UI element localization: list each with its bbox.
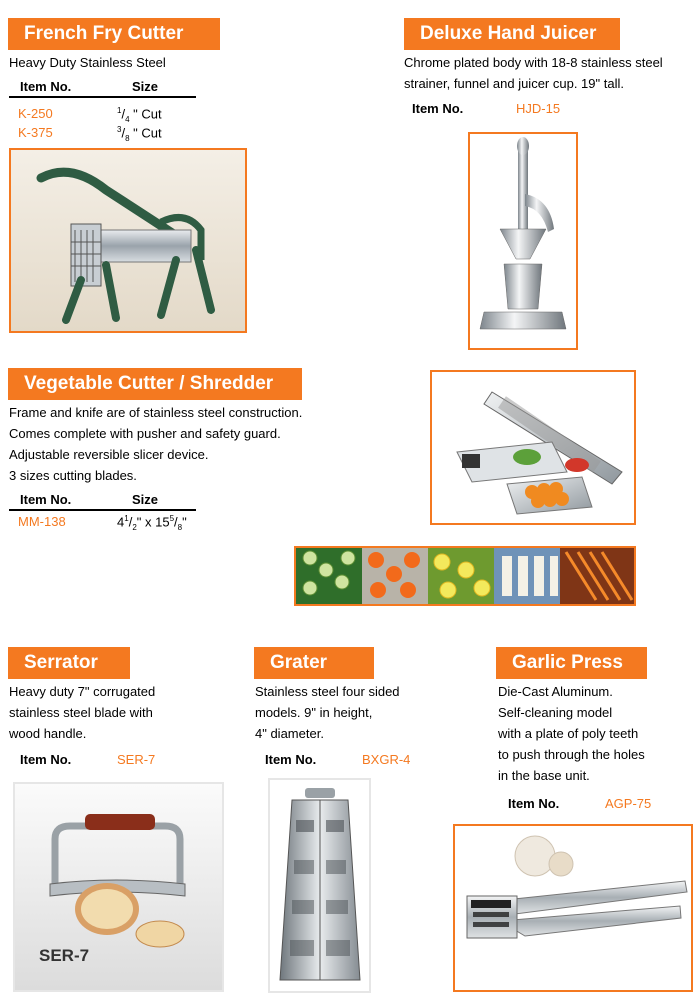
serrator-desc-line2: stainless steel blade with <box>9 705 153 720</box>
serrator-desc-line1: Heavy duty 7" corrugated <box>9 684 156 699</box>
fry-cutter-photo <box>9 148 247 333</box>
veg-col-item: Item No. <box>20 492 72 507</box>
juicer-desc-line2: strainer, funnel and juicer cup. 19" tall. <box>404 76 624 91</box>
grater-desc-line3: 4" diameter. <box>255 726 324 741</box>
veg-table-rule <box>9 509 196 511</box>
garlic-press-header: Garlic Press <box>496 647 647 679</box>
fry-table-rule <box>9 96 196 98</box>
juicer-item-label: Item No. <box>412 101 464 116</box>
veg-col-size: Size <box>132 492 159 507</box>
veg-desc-line4: 3 sizes cutting blades. <box>9 468 137 483</box>
serrator-desc-line3: wood handle. <box>9 726 87 741</box>
veg-size: $4^1/_2$" x $15^5/_8$" <box>117 514 187 532</box>
fry-item-k250: K-250 <box>18 106 53 121</box>
serrator-header: Serrator <box>8 647 130 679</box>
grater-item-label: Item No. <box>265 752 317 767</box>
garlic-desc-line3: with a plate of poly teeth <box>498 726 639 741</box>
serrator-item-no: SER-7 <box>117 752 156 767</box>
grater-item-no: BXGR-4 <box>362 752 411 767</box>
garlic-item-label: Item No. <box>508 796 560 811</box>
veg-desc-line1: Frame and knife are of stainless steel construction. <box>9 405 303 420</box>
juicer-header: Deluxe Hand Juicer <box>404 18 620 50</box>
grater-desc-line1: Stainless steel four sided <box>255 684 400 699</box>
garlic-desc-line1: Die-Cast Aluminum. <box>498 684 613 699</box>
fry-cutter-header: French Fry Cutter <box>8 18 220 50</box>
fry-size-k375: $^3/_8$ " Cut <box>117 125 162 143</box>
grater-desc-line2: models. 9" in height, <box>255 705 373 720</box>
veg-slices-strip <box>294 546 636 606</box>
grater-photo <box>268 778 371 993</box>
juicer-item-no: HJD-15 <box>516 101 561 116</box>
fry-col-size: Size <box>132 79 159 94</box>
garlic-desc-line5: in the base unit. <box>498 768 590 783</box>
serrator-item-label: Item No. <box>20 752 72 767</box>
fry-col-item: Item No. <box>20 79 72 94</box>
veg-desc-line2: Comes complete with pusher and safety guard. <box>9 426 281 441</box>
garlic-press-photo <box>453 824 693 992</box>
juicer-desc-line1: Chrome plated body with 18-8 stainless steel <box>404 55 663 70</box>
garlic-desc-line4: to push through the holes <box>498 747 645 762</box>
grater-header: Grater <box>254 647 374 679</box>
fry-cutter-desc: Heavy Duty Stainless Steel <box>9 55 166 70</box>
veg-cutter-photo <box>430 370 636 525</box>
juicer-photo <box>468 132 578 350</box>
garlic-item-no: AGP-75 <box>605 796 652 811</box>
garlic-desc-line2: Self-cleaning model <box>498 705 613 720</box>
fry-size-k250: $^1/_4$ " Cut <box>117 106 162 124</box>
veg-desc-line3: Adjustable reversible slicer device. <box>9 447 209 462</box>
serrator-photo <box>13 782 224 992</box>
fry-item-k375: K-375 <box>18 125 53 140</box>
veg-item-no: MM-138 <box>18 514 66 529</box>
serrator-photo-label: SER-7 <box>39 946 90 965</box>
veg-cutter-header: Vegetable Cutter / Shredder <box>8 368 302 400</box>
